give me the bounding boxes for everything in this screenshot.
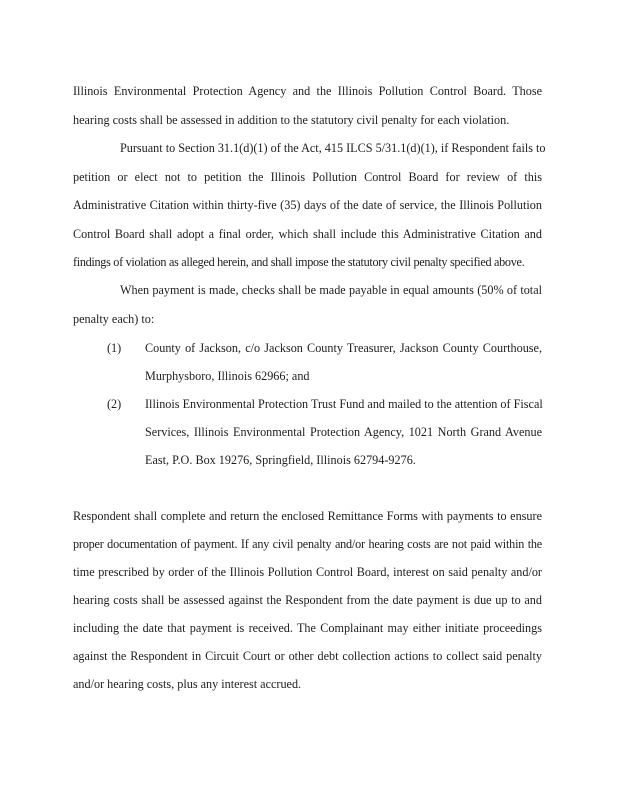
para3-line-2: penalty each) to: [73,312,155,326]
para2-line-5: findings of violation as alleged herein, and shall impose the statutory civil penalty specified above. [73,255,525,269]
para3-line-1: When payment is made, checks shall be made payable in equal amounts (50% of total [120,283,542,297]
para2-line-4: Control Board shall adopt a final order, which shall include this Administrative Citation and [73,227,542,241]
list-item-2-number: (2) [107,397,122,411]
list-item-2-line-2: Services, Illinois Environmental Protection Agency, 1021 North Grand Avenue [145,425,542,439]
list-item-1-number: (1) [107,341,122,355]
para4-line-2: proper documentation of payment. If any civil penalty and/or hearing costs are not paid within the [73,537,542,551]
para4-line-6: against the Respondent in Circuit Court or other debt collection actions to collect said penalty [73,649,542,663]
para1-line-2: hearing costs shall be assessed in addition to the statutory civil penalty for each violation. [73,113,510,127]
list-item-1-line-1: County of Jackson, c/o Jackson County Treasurer, Jackson County Courthouse, [145,341,542,355]
para1-line-1: Illinois Environmental Protection Agency and the Illinois Pollution Control Board. Those [73,84,542,98]
para4-line-1: Respondent shall complete and return the enclosed Remittance Forms with payments to ensure [73,509,542,523]
para4-line-4: hearing costs shall be assessed against the Respondent from the date payment is due up to and [73,593,542,607]
para4-line-5: including the date that payment is received. The Complainant may either initiate proceedings [73,621,542,635]
list-item-2-line-1: Illinois Environmental Protection Trust Fund and mailed to the attention of Fiscal [145,397,543,411]
para2-line-3: Administrative Citation within thirty-five (35) days of the date of service, the Illinois Pollution [73,198,542,212]
list-item-1-line-2: Murphysboro, Illinois 62966; and [145,369,310,383]
para4-line-3: time prescribed by order of the Illinois Pollution Control Board, interest on said penalty and/or [73,565,542,579]
para2-line-1: Pursuant to Section 31.1(d)(1) of the Act, 415 ILCS 5/31.1(d)(1), if Respondent fails to [120,141,546,155]
list-item-2-line-3: East, P.O. Box 19276, Springfield, Illinois 62794-9276. [145,453,416,467]
para4-line-7: and/or hearing costs, plus any interest accrued. [73,677,302,691]
para2-line-2: petition or elect not to petition the Illinois Pollution Control Board for review of this [73,170,542,184]
